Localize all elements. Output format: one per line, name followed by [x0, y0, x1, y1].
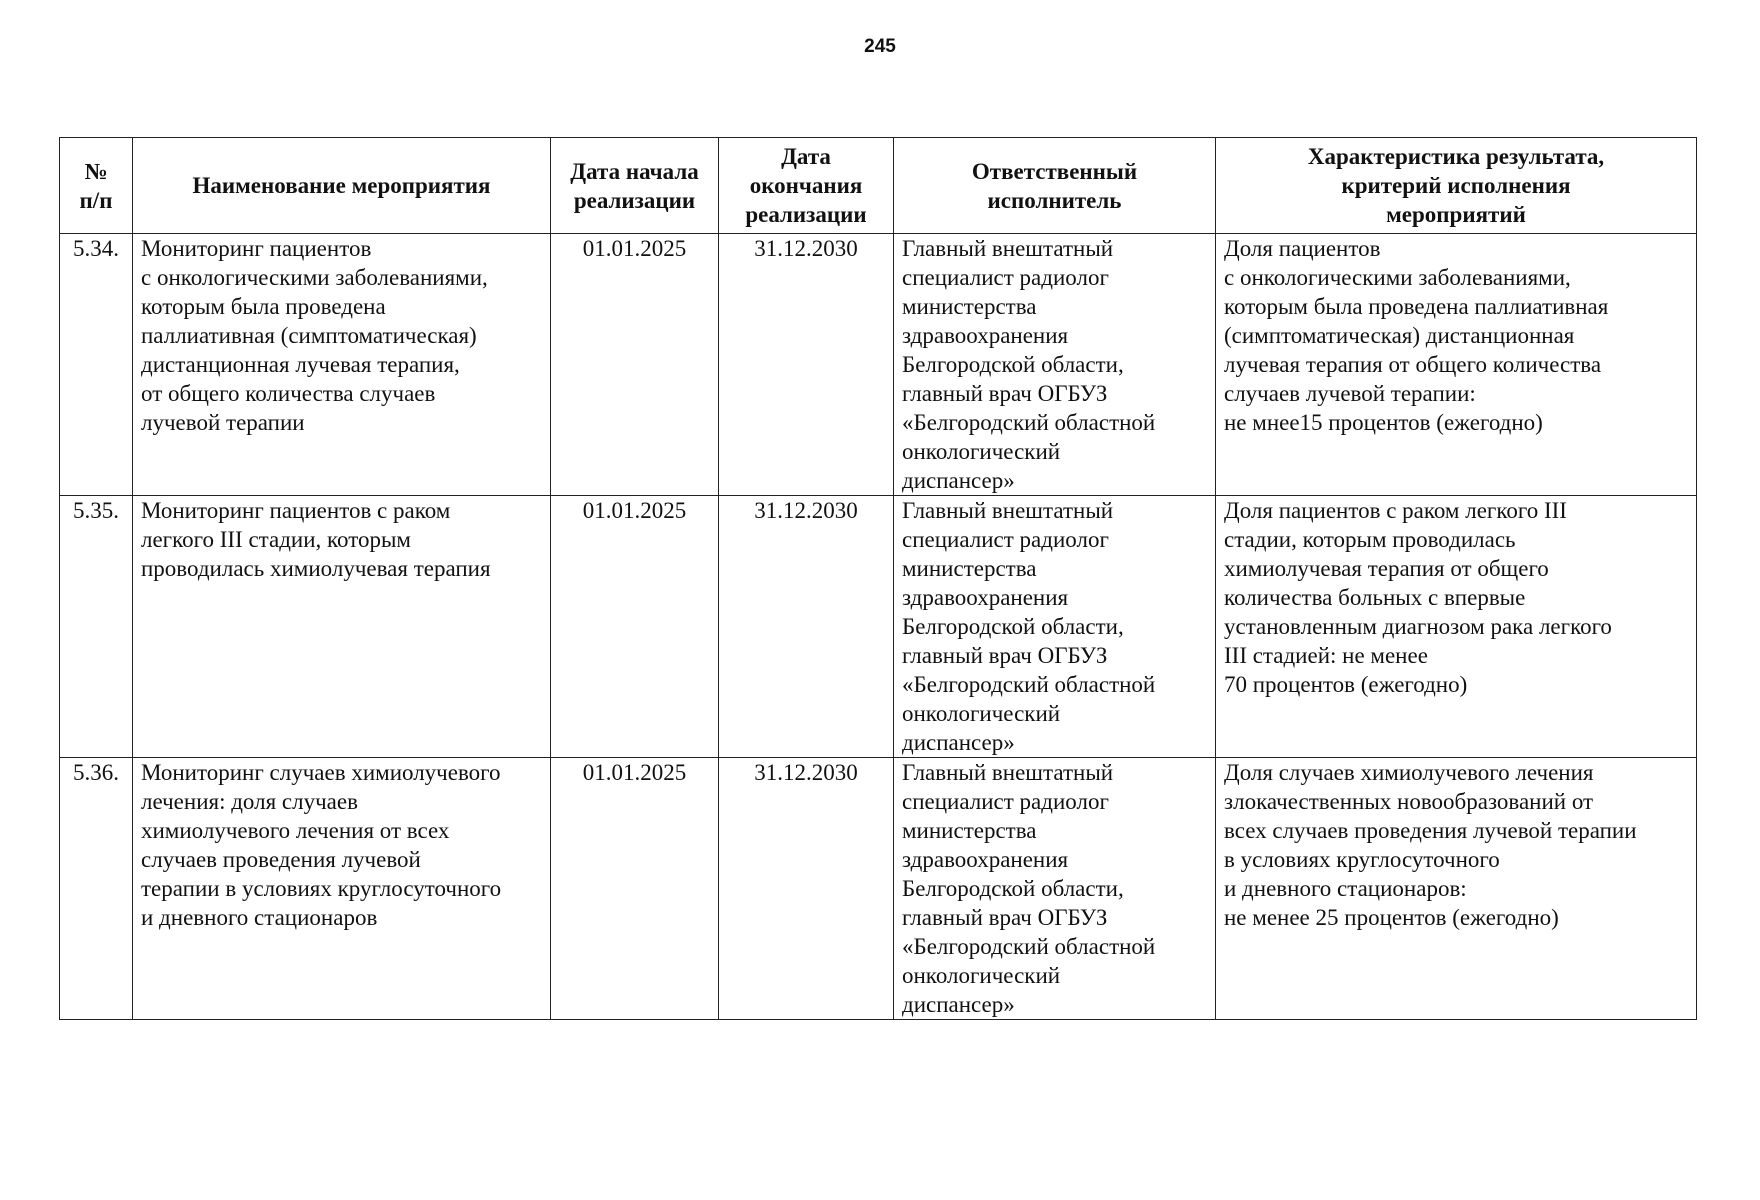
page-number: 245 — [864, 36, 896, 57]
header-responsible: Ответственный исполнитель — [894, 138, 1216, 234]
row-number: 5.36. — [60, 758, 133, 1020]
header-result: Характеристика результата, критерий исполнения мероприятий — [1216, 138, 1697, 234]
start-date: 01.01.2025 — [551, 234, 719, 496]
result: Доля случаев химиолучевого лечения злокачественных новообразований от всех случаев проведения лучевой терапии в условиях круглосуточного и дневного стационаров: не менее 25 процентов (ежегодно) — [1216, 758, 1697, 1020]
measures-table — [59, 137, 1697, 1020]
header-end-date: Дата окончания реализации — [719, 138, 894, 234]
end-date: 31.12.2030 — [719, 234, 894, 496]
table-row — [60, 496, 1697, 758]
responsible: Главный внештатный специалист радиолог министерства здравоохранения Белгородской области, главный врач ОГБУЗ «Белгородский областной онкологический диспансер» — [894, 758, 1216, 1020]
header-start-date: Дата начала реализации — [551, 138, 719, 234]
start-date: 01.01.2025 — [551, 758, 719, 1020]
measure-name: Мониторинг пациентов с онкологическими заболеваниями, которым была проведена паллиативная (симптоматическая) дистанционная лучевая терапия, от общего количества случаев лучевой терапии — [133, 234, 551, 496]
responsible: Главный внештатный специалист радиолог министерства здравоохранения Белгородской области, главный врач ОГБУЗ «Белгородский областной онкологический диспансер» — [894, 234, 1216, 496]
end-date: 31.12.2030 — [719, 496, 894, 758]
start-date: 01.01.2025 — [551, 496, 719, 758]
end-date: 31.12.2030 — [719, 758, 894, 1020]
measure-name: Мониторинг пациентов с раком легкого III стадии, которым проводилась химиолучевая терапия — [133, 496, 551, 758]
header-number: № п/п — [60, 138, 133, 234]
table-row — [60, 758, 1697, 1020]
row-number: 5.34. — [60, 234, 133, 496]
table-header-row — [60, 138, 1697, 234]
table-row — [60, 234, 1697, 496]
measure-name: Мониторинг случаев химиолучевого лечения: доля случаев химиолучевого лечения от всех случаев проведения лучевой терапии в условиях круглосуточного и дневного стационаров — [133, 758, 551, 1020]
result: Доля пациентов с онкологическими заболеваниями, которым была проведена паллиативная (симптоматическая) дистанционная лучевая терапия от общего количества случаев лучевой терапии: не мнее15 процентов (ежегодно) — [1216, 234, 1697, 496]
row-number: 5.35. — [60, 496, 133, 758]
result: Доля пациентов с раком легкого III стадии, которым проводилась химиолучевая терапия от общего количества больных с впервые установленным диагнозом рака легкого III стадией: не менее 70 процентов (ежегодно) — [1216, 496, 1697, 758]
responsible: Главный внештатный специалист радиолог министерства здравоохранения Белгородской области, главный врач ОГБУЗ «Белгородский областной онкологический диспансер» — [894, 496, 1216, 758]
header-measure-name: Наименование мероприятия — [133, 138, 551, 234]
